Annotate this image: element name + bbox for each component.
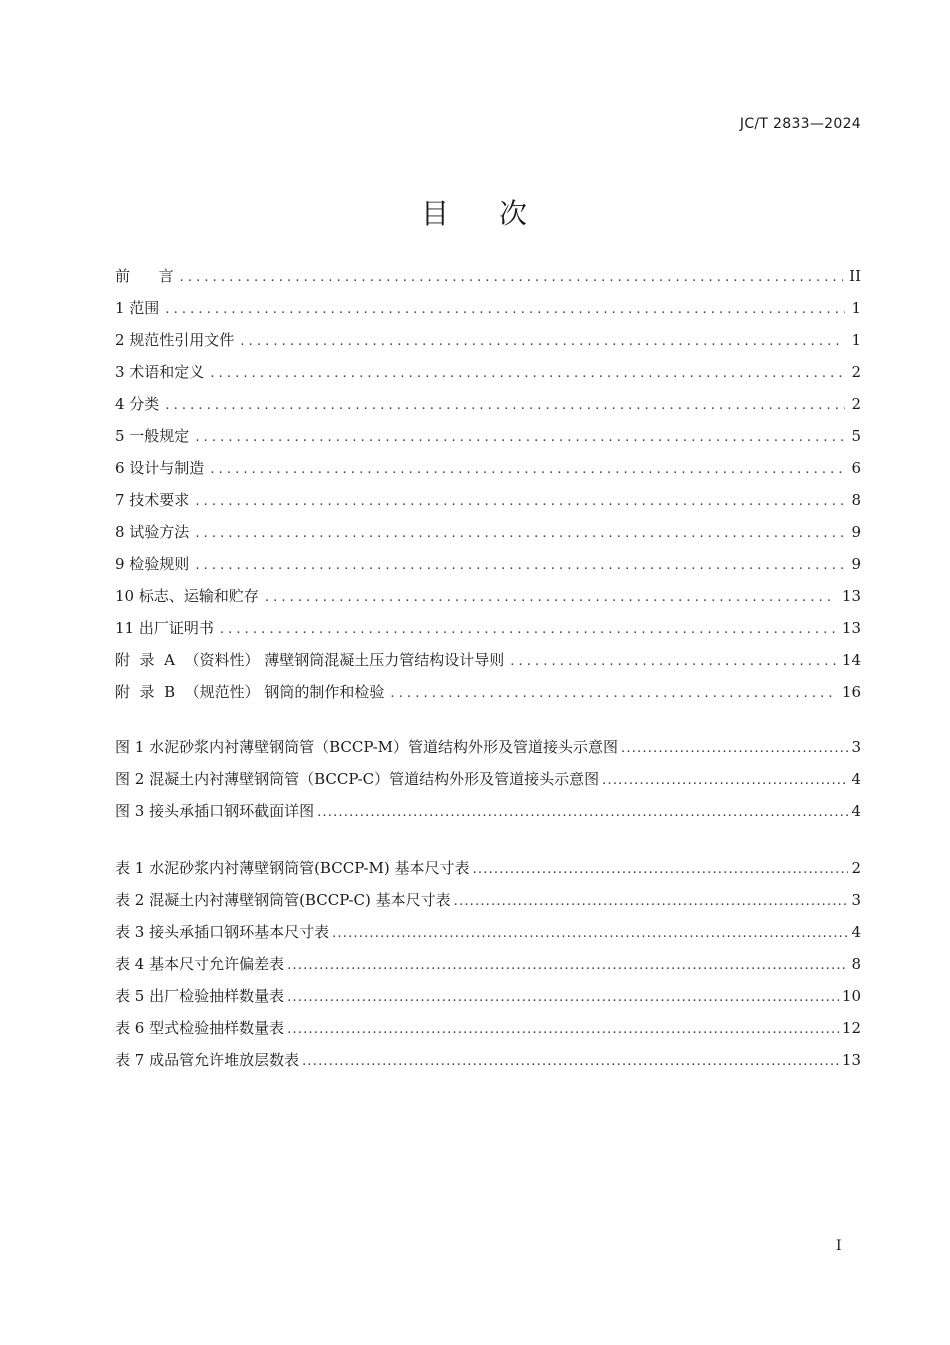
toc-entry-label: 9 检验规则 <box>115 555 190 573</box>
toc-entry-page: 2 <box>851 395 861 413</box>
toc-entry-label: 3 术语和定义 <box>115 363 205 381</box>
toc-entry-section-5[interactable] <box>115 425 861 447</box>
toc-entry-page: 3 <box>851 738 861 756</box>
toc-entry-table-2[interactable] <box>115 889 861 911</box>
toc-entry-label: 2 规范性引用文件 <box>115 331 235 349</box>
toc-entry-label: 8 试验方法 <box>115 523 190 541</box>
toc-entry-page: 8 <box>851 955 861 973</box>
toc-entry-page: 5 <box>851 427 861 445</box>
toc-entry-page: 1 <box>851 299 861 317</box>
toc-entry-label: 7 技术要求 <box>115 491 190 509</box>
toc-entry-figure-3[interactable] <box>115 800 861 822</box>
toc-entry-table-3[interactable] <box>115 921 861 943</box>
toc-entry-page: 4 <box>851 802 861 820</box>
toc-entry-page: 12 <box>841 1019 861 1037</box>
toc-entry-label: 4 分类 <box>115 395 160 413</box>
toc-entry-page: 9 <box>851 555 861 573</box>
toc-entry-label: 图 2 混凝土内衬薄壁钢筒管（BCCP-C）管道结构外形及管道接头示意图 <box>115 770 600 788</box>
toc-entry-section-10[interactable] <box>115 585 861 607</box>
toc-entry-page: 2 <box>851 363 861 381</box>
toc-entry-label: 表 5 出厂检验抽样数量表 <box>115 987 285 1005</box>
toc-entry-label: 图 3 接头承插口钢环截面详图 <box>115 802 315 820</box>
toc-entry-section-1[interactable] <box>115 297 861 319</box>
toc-entry-page: 10 <box>841 987 861 1005</box>
toc-entry-label: 表 4 基本尺寸允许偏差表 <box>115 955 285 973</box>
toc-entry-page: 16 <box>841 683 861 701</box>
toc-entry-section-4[interactable] <box>115 393 861 415</box>
title-part-2: 次 <box>499 197 530 230</box>
toc-entry-page: 4 <box>851 770 861 788</box>
toc-entry-table-4[interactable] <box>115 953 861 975</box>
toc-entry-page: II <box>849 267 861 285</box>
title-part-1: 目 <box>420 197 451 230</box>
toc-entry-section-3[interactable] <box>115 361 861 383</box>
toc-entry-label: 表 6 型式检验抽样数量表 <box>115 1019 285 1037</box>
toc-entry-label: 表 3 接头承插口钢环基本尺寸表 <box>115 923 330 941</box>
toc-entry-page: 6 <box>851 459 861 477</box>
toc-entry-appendix-b[interactable] <box>115 681 861 703</box>
toc-entry-label: 5 一般规定 <box>115 427 190 445</box>
toc-entry-page: 13 <box>841 1051 861 1069</box>
toc-entry-page: 3 <box>851 891 861 909</box>
toc-entry-page: 8 <box>851 491 861 509</box>
toc-entry-section-8[interactable] <box>115 521 861 543</box>
toc-entry-section-7[interactable] <box>115 489 861 511</box>
toc-entry-section-11[interactable] <box>115 617 861 639</box>
toc-entry-table-5[interactable] <box>115 985 861 1007</box>
toc-entry-page: 2 <box>851 859 861 877</box>
toc-entry-label: 附 录 A （资料性） 薄壁钢筒混凝土压力管结构设计导则 <box>115 651 505 669</box>
toc-entry-figure-1[interactable] <box>115 736 861 758</box>
toc-entry-table-7[interactable] <box>115 1049 861 1071</box>
standard-code: JC/T 2833—2024 <box>739 116 861 132</box>
toc-entry-table-6[interactable] <box>115 1017 861 1039</box>
toc-entry-foreword[interactable] <box>115 265 861 287</box>
toc-entry-section-6[interactable] <box>115 457 861 479</box>
toc-entry-label: 图 1 水泥砂浆内衬薄壁钢筒管（BCCP-M）管道结构外形及管道接头示意图 <box>115 738 619 756</box>
toc-entry-label: 表 2 混凝土内衬薄壁钢筒管(BCCP-C) 基本尺寸表 <box>115 891 451 909</box>
toc-entry-label: 1 范围 <box>115 299 160 317</box>
toc-entry-label: 11 出厂证明书 <box>115 619 214 637</box>
toc-entry-label: 表 7 成品管允许堆放层数表 <box>115 1051 300 1069</box>
page-number: I <box>836 1238 842 1254</box>
toc-entry-label: 表 1 水泥砂浆内衬薄壁钢筒管(BCCP-M) 基本尺寸表 <box>115 859 470 877</box>
toc-entry-page: 1 <box>851 331 861 349</box>
toc-entry-page: 4 <box>851 923 861 941</box>
toc-entry-page: 14 <box>841 651 861 669</box>
toc-entry-page: 9 <box>851 523 861 541</box>
page-title <box>0 192 950 232</box>
toc-entry-appendix-a[interactable] <box>115 649 861 671</box>
toc-entry-section-2[interactable] <box>115 329 861 351</box>
toc-entry-label: 10 标志、运输和贮存 <box>115 587 259 605</box>
toc-entry-page: 13 <box>841 619 861 637</box>
toc-entry-table-1[interactable] <box>115 857 861 879</box>
toc-entry-label: 6 设计与制造 <box>115 459 205 477</box>
toc-entry-figure-2[interactable] <box>115 768 861 790</box>
toc-entry-label: 前 言 <box>115 267 174 285</box>
toc-entry-section-9[interactable] <box>115 553 861 575</box>
toc-entry-label: 附 录 B （规范性） 钢筒的制作和检验 <box>115 683 385 701</box>
toc-entry-page: 13 <box>841 587 861 605</box>
